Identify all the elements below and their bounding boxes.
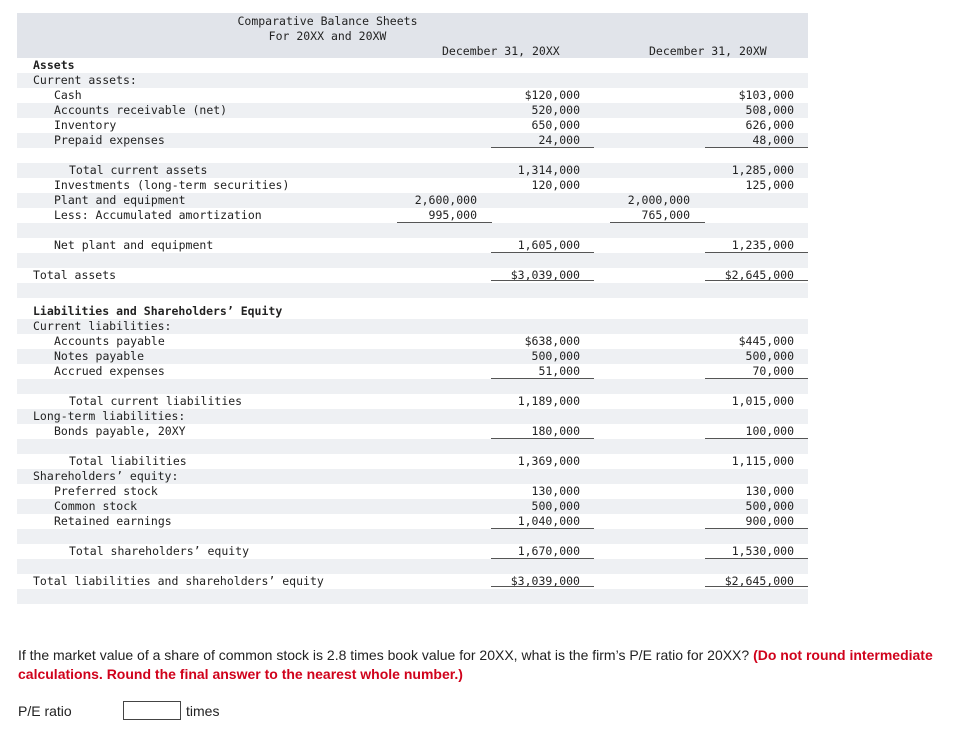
row-label: Cash [54,88,82,102]
table-row [17,394,808,409]
pe-ratio-unit: times [186,703,220,719]
row-label: Accounts receivable (net) [54,103,228,117]
liabilities-heading: Liabilities and Shareholders’ Equity [33,304,283,318]
value-20xw: 1,530,000 [731,544,794,558]
value-20xw: 900,000 [745,514,794,528]
row-label: Total shareholders’ equity [69,544,250,558]
table-row [17,409,808,424]
value-20xx: $3,039,000 [510,268,580,282]
value-20xx: 995,000 [428,208,477,222]
value-20xw: 1,285,000 [731,163,794,177]
spacer [17,379,808,394]
table-row [17,514,808,529]
value-20xx: 500,000 [531,349,580,363]
table-row [17,118,808,133]
spacer [17,223,808,238]
row-label: Investments (long-term securities) [54,178,290,192]
table-row [17,499,808,514]
spacer [17,253,808,268]
value-20xw: 1,015,000 [731,394,794,408]
value-20xx: 1,040,000 [517,514,580,528]
row-label: Accounts payable [54,334,165,348]
value-20xw: 125,000 [745,178,794,192]
table-row [17,103,808,118]
column-header-20xx: December 31, 20XX [442,44,560,58]
value-20xx: 180,000 [531,424,580,438]
table-row [17,304,808,319]
long-term-liabilities-heading: Long-term liabilities: [33,409,186,423]
row-label: Total liabilities [69,454,187,468]
value-20xw: 130,000 [745,484,794,498]
sheet-title: Comparative Balance Sheets [237,14,418,28]
table-row [17,574,808,589]
row-label: Retained earnings [54,514,172,528]
sheet-header [17,13,808,58]
table-row [17,334,808,349]
table-row [17,133,808,148]
row-label: Less: Accumulated amortization [54,208,262,222]
row-label: Notes payable [54,349,145,363]
value-20xx: 500,000 [531,499,580,513]
spacer [17,589,808,604]
row-label: Accrued expenses [54,364,165,378]
table-row [17,544,808,559]
row-label: Preferred stock [54,484,158,498]
spacer [17,283,808,298]
row-label: Total current assets [69,163,208,177]
value-20xx: $120,000 [524,88,580,102]
value-20xx: 130,000 [531,484,580,498]
value-20xw: 500,000 [745,499,794,513]
row-label: Prepaid expenses [54,133,165,147]
shareholders-equity-heading: Shareholders’ equity: [33,469,179,483]
column-header-20xw: December 31, 20XW [649,44,767,58]
value-20xw: 2,000,000 [627,193,690,207]
question-text [18,646,953,684]
value-20xx: 51,000 [538,364,580,378]
row-label: Total current liabilities [69,394,243,408]
row-label: Total liabilities and shareholders’ equity [33,574,324,588]
row-label: Plant and equipment [54,193,186,207]
value-20xx: 1,369,000 [517,454,580,468]
table-row [17,58,808,73]
value-20xw: $445,000 [738,334,794,348]
value-20xw: 626,000 [745,118,794,132]
table-row [17,73,808,88]
value-20xx: 1,189,000 [517,394,580,408]
table-row [17,484,808,499]
table-row [17,349,808,364]
value-20xx: 1,605,000 [517,238,580,252]
spacer [17,439,808,454]
value-20xx: 1,670,000 [517,544,580,558]
sheet-subtitle: For 20XX and 20XW [268,29,387,43]
table-row [17,88,808,103]
value-20xx: 520,000 [531,103,580,117]
table-row [17,469,808,484]
value-20xw: 500,000 [745,349,794,363]
value-20xw: $2,645,000 [724,574,794,588]
row-label: Total assets [33,268,117,282]
assets-heading: Assets [33,58,75,72]
table-row [17,454,808,469]
value-20xx: 1,314,000 [517,163,580,177]
table-row [17,268,808,283]
value-20xw: 48,000 [752,133,794,147]
balance-sheet [17,13,808,604]
value-20xw: $2,645,000 [724,268,794,282]
spacer [17,148,808,163]
row-label: Net plant and equipment [54,238,214,252]
row-label: Bonds payable, 20XY [54,424,186,438]
table-row [17,364,808,379]
value-20xx: 650,000 [531,118,580,132]
value-20xw: 765,000 [641,208,690,222]
value-20xw: 508,000 [745,103,794,117]
spacer [17,559,808,574]
value-20xw: $103,000 [738,88,794,102]
row-label: Inventory [54,118,117,132]
value-20xx: $638,000 [524,334,580,348]
current-assets-heading: Current assets: [33,73,137,87]
pe-ratio-input[interactable] [123,701,181,720]
table-row [17,163,808,178]
table-row [17,193,808,208]
value-20xx: 120,000 [531,178,580,192]
table-row [17,319,808,334]
value-20xx: 24,000 [538,133,580,147]
spacer [17,529,808,544]
value-20xw: 70,000 [752,364,794,378]
row-label: Common stock [54,499,138,513]
pe-ratio-label: P/E ratio [18,703,72,719]
table-row [17,238,808,253]
table-row [17,208,808,223]
value-20xw: 1,235,000 [731,238,794,252]
question-instruction: (Do not round intermediate calculations. Round the final answer to the nearest whole number.) [18,647,933,682]
question-body: If the market value of a share of common stock is 2.8 times book value for 20XX, what is the firm’s P/E ratio for 20XX? [18,647,754,663]
current-liabilities-heading: Current liabilities: [33,319,172,333]
value-20xw: 100,000 [745,424,794,438]
value-20xw: 1,115,000 [731,454,794,468]
table-row [17,424,808,439]
value-20xx: $3,039,000 [510,574,580,588]
table-row [17,178,808,193]
value-20xx: 2,600,000 [414,193,477,207]
